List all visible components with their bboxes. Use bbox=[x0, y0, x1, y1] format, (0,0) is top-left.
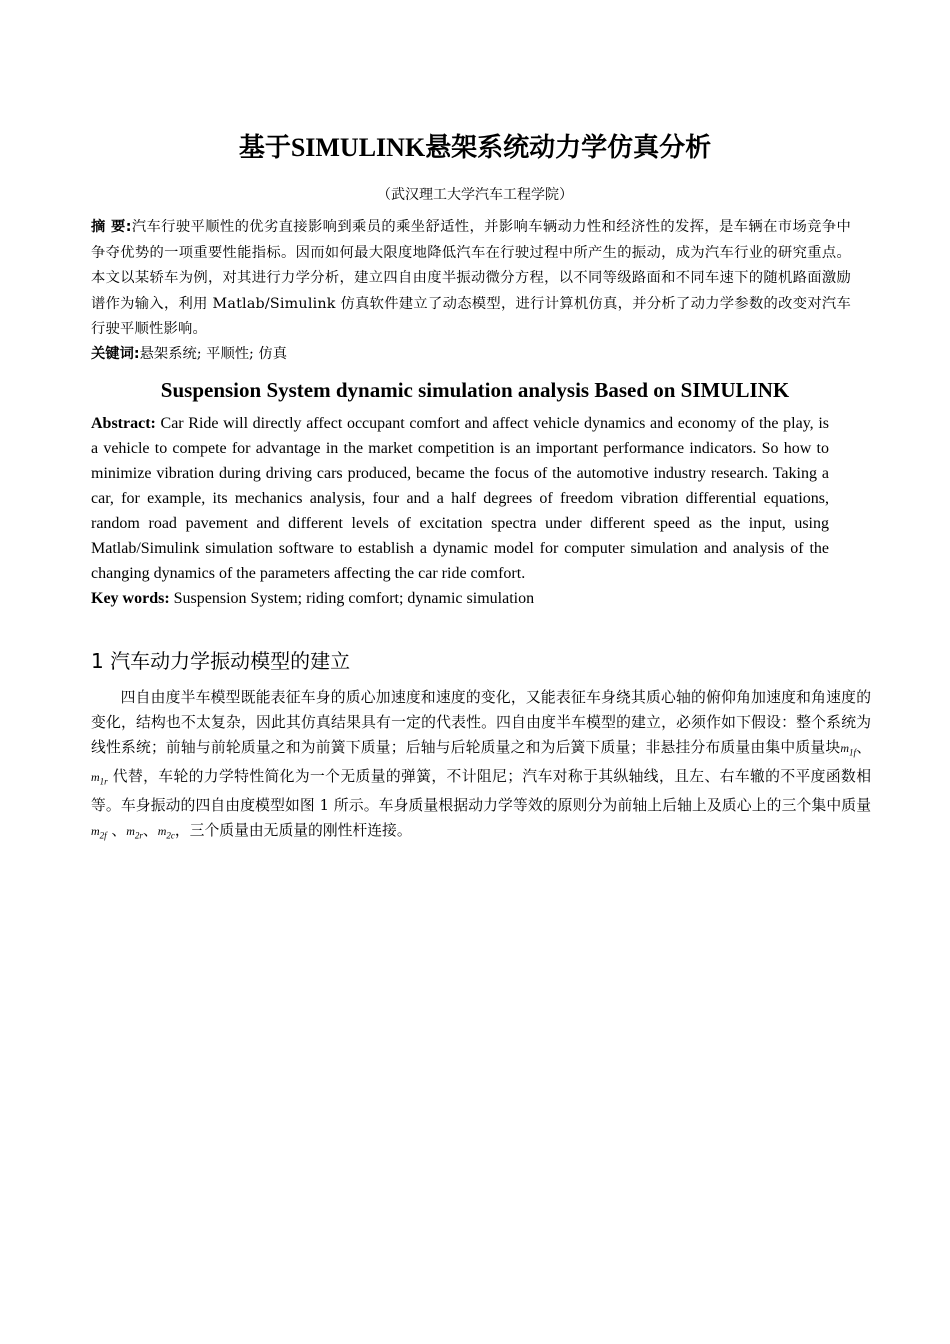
symbol-separator: 、 bbox=[142, 821, 158, 839]
section-1-heading: 1 汽车动力学振动模型的建立 bbox=[91, 649, 351, 673]
paper-title: 基于SIMULINK悬架系统动力学仿真分析 bbox=[238, 133, 712, 162]
keywords-cn-text: 悬架系统; 平顺性; 仿真 bbox=[139, 346, 288, 362]
keywords-en-label: Key words: bbox=[91, 590, 170, 607]
abstract-cn-text: 汽车行驶平顺性的优劣直接影响到乘员的乘坐舒适性，并影响车辆动力性和经济性的发挥，是车辆在市场竞争中争夺优势的一项重要性能指标。因而如何最大限度地降低汽车在行驶过程中所产生的振动，成为汽车行业的研究重点。本文以某轿车为例，对其进行力学分析，建立四自由度半振动微分方程，以不同等级路面和不同车速下的随机路面激励谱作为输入，利用 Matlab/Simulink 仿真软件建立了动态模型，进行计算机仿真，并分析了动力学参数的改变对汽车行驶平顺性影响。 bbox=[91, 219, 851, 337]
symbol-separator: 、 bbox=[856, 738, 871, 756]
keywords-cn-label: 关键词: bbox=[91, 346, 140, 362]
symbol-m2f: $m_{2f}$ bbox=[91, 823, 107, 841]
paragraph-text-3: ，三个质量由无质量的刚性杆连接。 bbox=[174, 821, 412, 839]
abstract-cn-label: 摘 要: bbox=[91, 219, 132, 235]
symbol-separator: 、 bbox=[106, 821, 127, 839]
abstract-english bbox=[91, 411, 829, 586]
keywords-en-text: Suspension System; riding comfort; dynamic simulation bbox=[173, 590, 535, 607]
english-title: Suspension System dynamic simulation analysis Based on SIMULINK bbox=[160, 378, 790, 402]
symbol-m2c: $m_{2c}$ bbox=[157, 823, 175, 841]
affiliation: （武汉理工大学汽车工程学院） bbox=[377, 187, 573, 203]
symbol-m1f: $m_{1f}$ bbox=[840, 740, 856, 757]
keywords-english bbox=[91, 586, 829, 611]
section-1-paragraph bbox=[91, 686, 871, 848]
symbol-m2r: $m_{2r}$ bbox=[126, 823, 143, 841]
abstract-en-text: Car Ride will directly affect occupant comfort and affect vehicle dynamics and economy of the play, is a vehicle to compete for advantage in the market competition is an important performance indicators. So how to minimize vibration during driving cars produced, became the focus of the automotive industry research. Taking a car, for example, its mechanics analysis, four and a half degrees of freedom vibration differential equations, random road pavement and different levels of excitation spectra under different speed as the input, using Matlab/Simulink simulation software to establish a dynamic model for computer simulation and analysis of the changing dynamics of the parameters affecting the car ride comfort. bbox=[91, 415, 830, 582]
keywords-chinese bbox=[91, 342, 851, 367]
paragraph-text-2: 代替，车轮的力学特性简化为一个无质量的弹簧，不计阻尼；汽车对称于其纵轴线，且左、右车辙的不平度函数相等。车身振动的四自由度模型如图 1 所示。车身质量根据动力学等效的原则分为前轴上后轴上及质心上的三个集中质量 bbox=[91, 767, 871, 814]
abstract-en-label: Abstract: bbox=[91, 415, 156, 432]
paragraph-text-1: 四自由度半车模型既能表征车身的质心加速度和速度的变化，又能表征车身绕其质心轴的俯仰角加速度和角速度的变化，结构也不太复杂，因此其仿真结果具有一定的代表性。四自由度半车模型的建立，必须作如下假设：整个系统为线性系统；前轴与前轮质量之和为前簧下质量；后轴与后轮质量之和为后簧下质量；非悬挂分布质量由集中质量块 bbox=[91, 689, 871, 756]
symbol-m1r: $m_{1r}$ bbox=[91, 769, 108, 787]
abstract-chinese bbox=[91, 215, 851, 343]
